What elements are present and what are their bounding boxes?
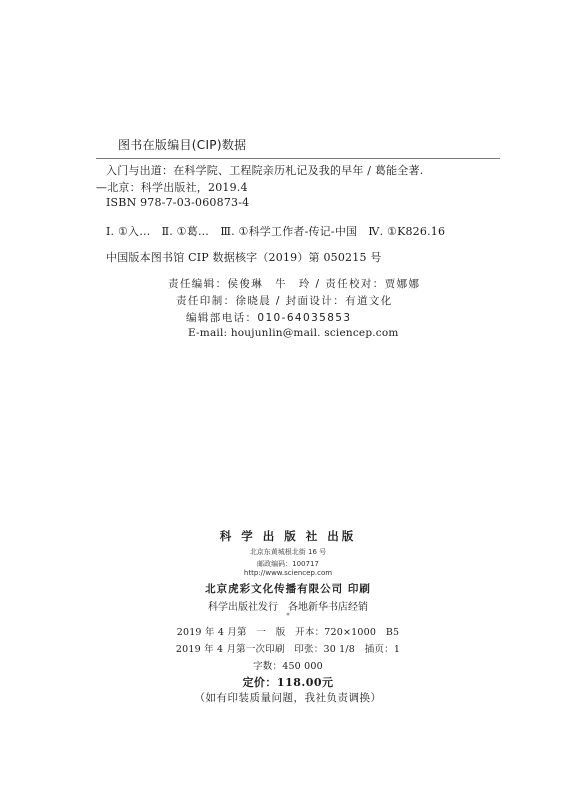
price-line: 定价：118.00元: [242, 676, 334, 689]
cip-heading: 图书在版编目(CIP)数据: [118, 138, 247, 152]
cip-isbn-line: ISBN 978-7-03-060873-4: [106, 196, 250, 209]
editorial-phone: 编辑部电话：010-64035853: [186, 312, 352, 324]
distribution-line: 科学出版社发行 各地新华书店经销: [208, 602, 368, 613]
cip-record-number: 中国版本图书馆 CIP 数据核字（2019）第 050215 号: [106, 251, 382, 264]
publisher-zip: 邮政编码：100717: [257, 560, 319, 568]
editorial-email: E-mail: houjunlin@mail. sciencep.com: [188, 327, 399, 339]
separator-mark: *: [286, 612, 290, 620]
cip-book-title-line: 入门与出道：在科学院、工程院亲历札记及我的早年 / 葛能全著.: [106, 164, 424, 177]
production-credits: 责任印制：徐晓晨 / 封面设计：有道文化: [176, 295, 393, 307]
publisher-url: http://www.sciencep.com: [243, 569, 333, 577]
cip-divider: [96, 158, 500, 159]
publisher-address: 北京东黄城根北街 16 号: [249, 548, 327, 556]
editor-credits: 责任编辑：侯俊琳 牛 玲 / 责任校对：贾娜娜: [168, 278, 421, 290]
cip-publisher-line: —北京：科学出版社，2019.4: [96, 181, 248, 194]
printing-line: 2019 年 4 月第一次印刷 印张：30 1/8 插页：1: [175, 644, 401, 655]
printer-line: 北京虎彩文化传播有限公司 印刷: [205, 583, 371, 595]
quality-notice: （如有印装质量问题，我社负责调换）: [194, 692, 382, 704]
word-count-line: 字数：450 000: [253, 661, 323, 672]
publisher-name: 科 学 出 版 社 出版: [219, 529, 357, 543]
edition-format-line: 2019 年 4 月第 一 版 开本：720×1000 B5: [176, 627, 400, 638]
cip-classification: Ⅰ. ①入… Ⅱ. ①葛… Ⅲ. ①科学工作者-传记-中国 Ⅳ. ①K826.16: [106, 225, 446, 238]
